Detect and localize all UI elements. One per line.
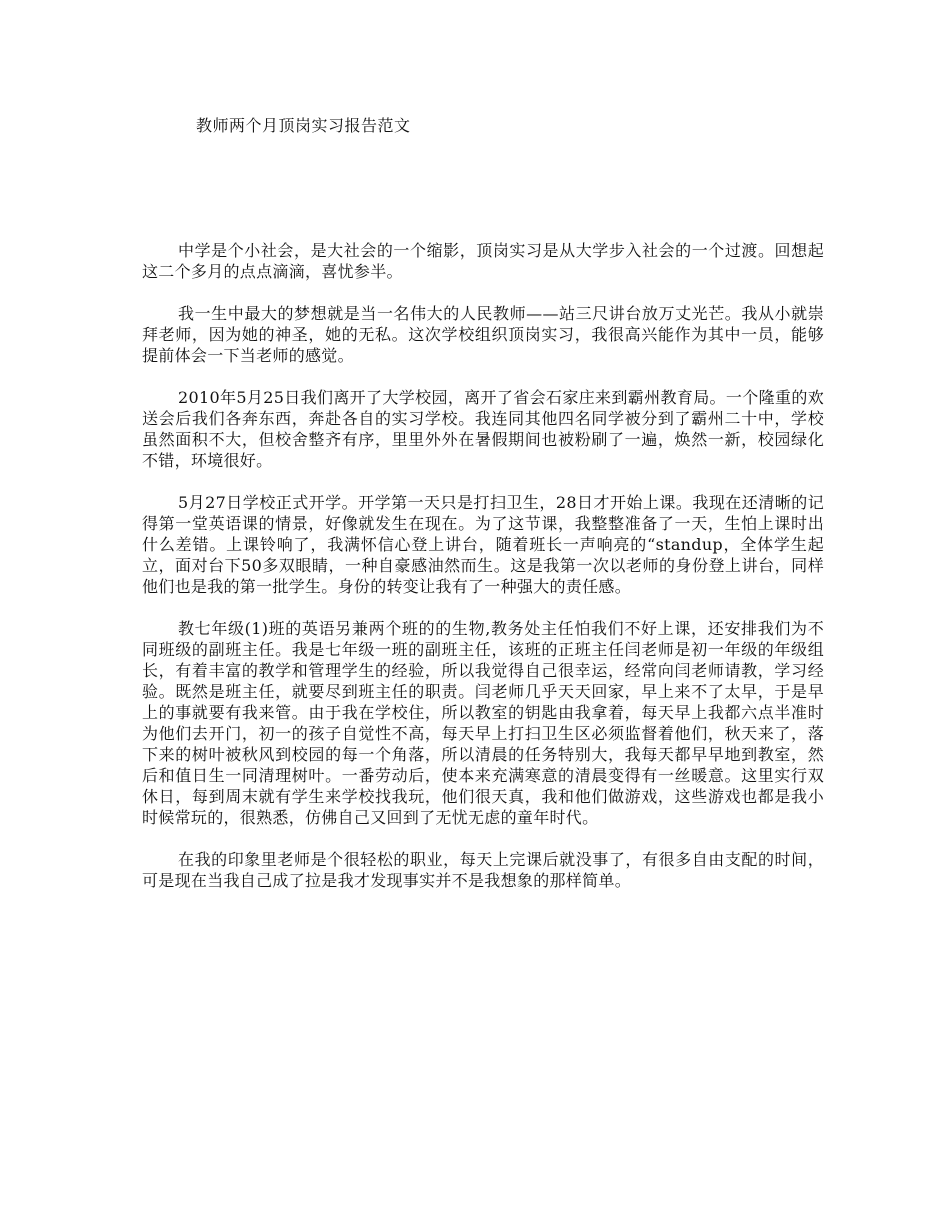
paragraph-1: 中学是个小社会，是大社会的一个缩影，顶岗实习是从大学步入社会的一个过渡。回想起这二个多月的点点滴滴，喜忧参半。 <box>142 241 824 281</box>
paragraph-3: 2010年5月25日我们离开了大学校园，离开了省会石家庄来到霸州教育局。一个隆重的欢送会后我们各奔东西，奔赴各自的实习学校。我连同其他四名同学被分到了霸州二十中，学校虽然面积不大，但校舍整齐有序，里里外外在暑假期间也被粉刷了一遍，焕然一新，校园绿化不错，环境很好。 <box>142 388 824 470</box>
paragraph-5: 教七年级(1)班的英语另兼两个班的的生物,教务处主任怕我们不好上课，还安排我们为不同班级的副班主任。我是七年级一班的副班主任，该班的正班主任闫老师是初一年级的年级组长，有着丰富的教学和管理学生的经验，所以我觉得自己很幸运，经常向闫老师请教，学习经验。既然是班主任，就要尽到班主任的职责。闫老师几乎天天回家，早上来不了太早，于是早上的事就要有我来管。由于我在学校住，所以教室的钥匙由我拿着，每天早上我都六点半准时为他们去开门，初一的孩子自觉性不高，每天早上打扫卫生区必须监督着他们，秋天来了，落下来的树叶被秋风到校园的每一个角落，所以清晨的任务特别大，我每天都早早地到教室，然后和值日生一同清理树叶。一番劳动后，使本来充满寒意的清晨变得有一丝暖意。这里实行双休日，每到周末就有学生来学校找我玩，他们很天真，我和他们做游戏，这些游戏也都是我小时候常玩的，很熟悉，仿佛自己又回到了无忧无虑的童年时代。 <box>142 619 824 827</box>
paragraph-6: 在我的印象里老师是个很轻松的职业，每天上完课后就没事了，有很多自由支配的时间，可是现在当我自己成了拉是我才发现事实并不是我想象的那样简单。 <box>142 850 824 890</box>
paragraph-2: 我一生中最大的梦想就是当一名伟大的人民教师——站三尺讲台放万丈光芒。我从小就崇拜老师，因为她的神圣，她的无私。这次学校组织顶岗实习，我很高兴能作为其中一员，能够提前体会一下当老师的感觉。 <box>142 304 824 365</box>
document-title: 教师两个月顶岗实习报告范文 <box>196 116 411 135</box>
document-body <box>142 240 824 912</box>
paragraph-4: 5月27日学校正式开学。开学第一天只是打扫卫生，28日才开始上课。我现在还清晰的记得第一堂英语课的情景，好像就发生在现在。为了这节课，我整整准备了一天，生怕上课时出什么差错。上课铃响了，我满怀信心登上讲台，随着班长一声响亮的“standup，全体学生起立，面对台下50多双眼睛，一种自豪感油然而生。这是我第一次以老师的身份登上讲台，同样他们也是我的第一批学生。身份的转变让我有了一种强大的责任感。 <box>142 493 824 596</box>
